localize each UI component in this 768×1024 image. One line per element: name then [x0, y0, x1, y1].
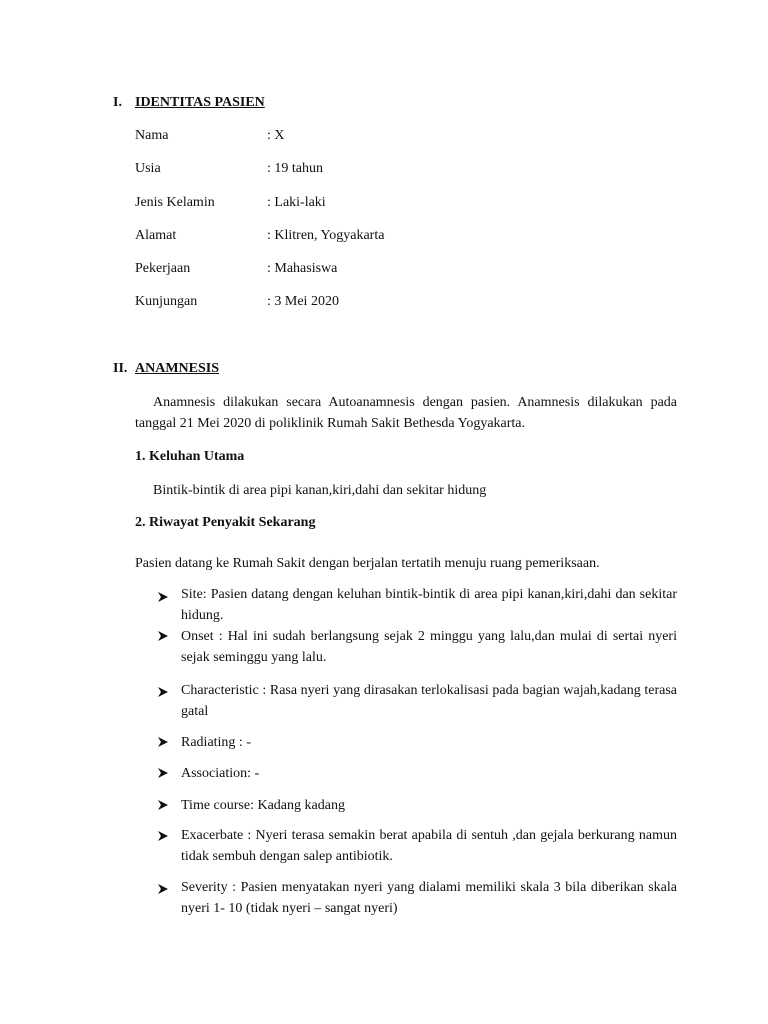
anamnesis-intro: Anamnesis dilakukan secara Autoanamnesis dengan pasien. Anamnesis dilakukan pada tanggal 21 Mei 2020 di poliklinik Rumah Sakit Bethesda Yogyakarta.: [135, 395, 677, 431]
bullet-text: Association: -: [181, 766, 260, 781]
field-row: [0, 260, 768, 278]
field-label: Usia: [135, 161, 161, 176]
section-2-number: II.: [113, 361, 128, 376]
field-value: : 3 Mei 2020: [267, 294, 339, 309]
subsection-heading-keluhan-utama: 1. Keluhan Utama: [135, 449, 245, 464]
arrowhead-bullet-icon: [156, 627, 172, 645]
section-1-title: IDENTITAS PASIEN: [135, 95, 265, 110]
arrowhead-bullet-icon: [156, 796, 172, 814]
arrowhead-bullet-icon: [156, 683, 172, 701]
field-row: [0, 160, 768, 178]
field-label: Alamat: [135, 228, 177, 243]
field-value: : Klitren, Yogyakarta: [267, 228, 385, 243]
bullet-text: Characteristic : Rasa nyeri yang dirasakan terlokalisasi pada bagian wajah,kadang terasa gatal: [181, 683, 677, 719]
field-value: : X: [267, 128, 285, 143]
field-value: : 19 tahun: [267, 161, 323, 176]
bullet-text: Onset : Hal ini sudah berlangsung sejak 2 minggu yang lalu,dan mulai di sertai nyeri sejak seminggu yang lalu.: [181, 629, 677, 665]
bullet-text: Severity : Pasien menyatakan nyeri yang dialami memiliki skala 3 bila diberikan skala nyeri 1- 10 (tidak nyeri – sangat nyeri): [181, 880, 677, 916]
bullet-text: Radiating : -: [181, 735, 251, 750]
arrowhead-bullet-icon: [156, 588, 172, 606]
bullet-text: Site: Pasien datang dengan keluhan bintik-bintik di area pipi kanan,kiri,dahi dan sekitar hidung.: [181, 587, 677, 623]
bullet-text: Time course: Kadang kadang: [181, 798, 345, 813]
section-2-title: ANAMNESIS: [135, 361, 220, 376]
field-label: Nama: [135, 128, 169, 143]
field-label: Pekerjaan: [135, 261, 191, 276]
bullet-text: Exacerbate : Nyeri terasa semakin berat apabila di sentuh ,dan gejala berkurang namun tidak sembuh dengan salep antibiotik.: [181, 828, 677, 864]
keluhan-utama-text: Bintik-bintik di area pipi kanan,kiri,dahi dan sekitar hidung: [153, 483, 487, 498]
arrowhead-bullet-icon: [156, 827, 172, 845]
arrowhead-bullet-icon: [156, 733, 172, 751]
riwayat-text: Pasien datang ke Rumah Sakit dengan berjalan tertatih menuju ruang pemeriksaan.: [135, 556, 600, 571]
field-row: [0, 227, 768, 245]
field-value: : Laki-laki: [267, 195, 326, 210]
field-row: [0, 293, 768, 311]
field-label: Jenis Kelamin: [135, 195, 215, 210]
field-label: Kunjungan: [135, 294, 198, 309]
field-value: : Mahasiswa: [267, 261, 338, 276]
field-row: [0, 194, 768, 212]
section-1-number: I.: [113, 95, 122, 110]
subsection-heading-riwayat: 2. Riwayat Penyakit Sekarang: [135, 515, 316, 530]
arrowhead-bullet-icon: [156, 880, 172, 898]
field-row: [0, 127, 768, 145]
arrowhead-bullet-icon: [156, 764, 172, 782]
